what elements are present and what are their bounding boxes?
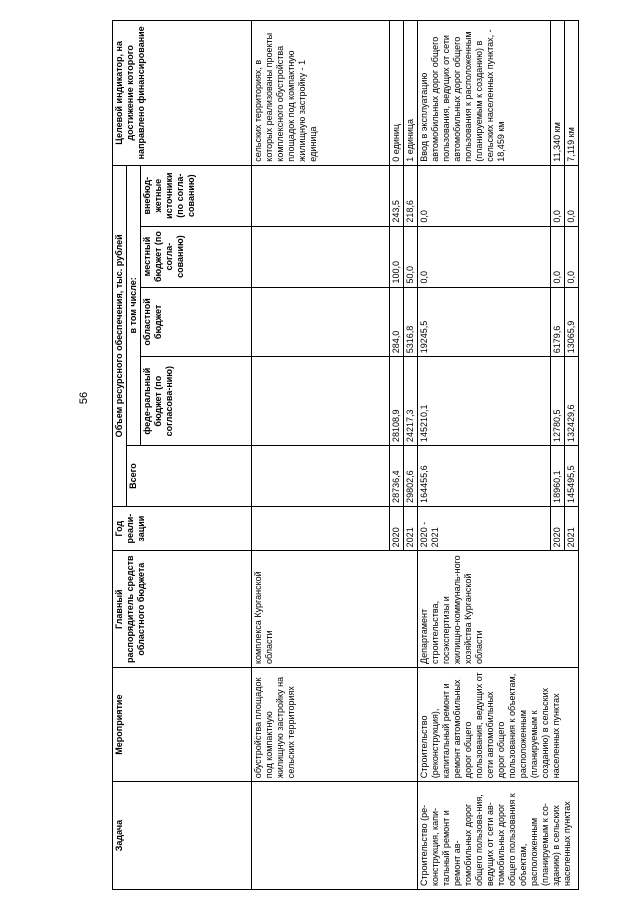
header-federalny: феде-ральный бюджет (по согласова-нию) — [141, 357, 252, 446]
cell-god: 2020 — [551, 506, 565, 550]
cell-mest: 0,0 — [551, 226, 565, 287]
cell-mest: 0,0 — [565, 226, 579, 287]
header-vnebyudzhet: внебюд-жетные источники (по согла-сованию) — [141, 165, 252, 226]
header-meropriyatie: Мероприятие — [113, 668, 252, 782]
cell-fed: 24217,3 — [404, 357, 418, 446]
cell-god: 2021 — [565, 506, 579, 550]
cell-mest: 50,0 — [404, 226, 418, 287]
cell-meropriyatie: Строительство (реконструкция), капитальный ремонт и ремонт автомобильных дорог общего пользования, ведущих от сети автомобильных дорог общего пользования к объектам, расположенным (планируемым к созданию) в сельских населенных пунктах — [418, 668, 579, 782]
cell-obl: 5316,8 — [404, 287, 418, 357]
cell-fed: 145210,1 — [418, 357, 551, 446]
cell-god: 2021 — [404, 506, 418, 550]
cell-vneb: 0,0 — [565, 165, 579, 226]
cell-ind: 0 единиц — [390, 21, 404, 166]
cell-vneb: 0,0 — [551, 165, 565, 226]
header-obem: Объем ресурсного обеспечения, тыс. рублей — [113, 165, 127, 506]
table-row — [252, 21, 390, 890]
rotated-page — [112, 20, 640, 890]
cell-fed: 132429,6 — [565, 357, 579, 446]
cell-obl: 13065,9 — [565, 287, 579, 357]
cell-ind: 7,119 км — [565, 21, 579, 166]
cell-zadacha: Строительство (ре-конструкция, капи-тальный ремонт и ремонт ав-томобильных дорог общего пользова-ния, ведущих от сети ав-томобильных дорог общего пользования к объектам, расположенным (планируемым к со-зданию) в сельских населенных пунктах — [418, 782, 579, 890]
cell-obl: 19245,5 — [418, 287, 551, 357]
cell-mest: 100,0 — [390, 226, 404, 287]
header-indikator: Целевой индикатор, на достижение которого направлено финансирование — [113, 21, 252, 166]
header-vsego: Всего — [127, 446, 252, 507]
cell-vsego: 164455,6 — [418, 446, 551, 507]
cell-ind: 1 единица — [404, 21, 418, 166]
table-row — [418, 21, 551, 890]
page-number: 56 — [78, 391, 91, 405]
cell-vsego: 28736,4 — [390, 446, 404, 507]
header-god: Год реали-зации — [113, 506, 252, 550]
cell-mest: 0,0 — [418, 226, 551, 287]
cell-indikator: сельских территориях, в которых реализованы проекты комплексного обустройства площадок под компактную жилищную застройку - 1 единица — [252, 21, 390, 166]
cell-vneb: 218,6 — [404, 165, 418, 226]
cell-obl: 284,0 — [390, 287, 404, 357]
resource-table — [112, 20, 579, 890]
cell-vsego: 18960,1 — [551, 446, 565, 507]
header-row-1 — [113, 21, 127, 890]
cell-fed: 28108,9 — [390, 357, 404, 446]
cell-indikator: Ввод в эксплуатацию автомобильных дорог общего пользования, ведущих от сети автомобильных дорог общего пользования к расположенным (планируемым к созданию) в сельских населенных пунктах, - 18,459 км — [418, 21, 551, 166]
cell-vsego: 29802,6 — [404, 446, 418, 507]
cell-god: 2020 - 2021 — [418, 506, 551, 550]
cell-god: 2020 — [390, 506, 404, 550]
cell-vneb: 243,5 — [390, 165, 404, 226]
cell-rasporyaditel: Департамент строительства, госэкспертизы и жилищно-коммуналь-ного хозяйства Курганской области — [418, 551, 579, 668]
cell-ind: 11,340 км — [551, 21, 565, 166]
header-mestny: местный бюджет (по согла-сованию) — [141, 226, 252, 287]
cell-fed: 12780,5 — [551, 357, 565, 446]
header-oblastnoy: областной бюджет — [141, 287, 252, 357]
cell-rasporyaditel: комплекса Курганской области — [252, 551, 418, 668]
header-zadacha: Задача — [113, 782, 252, 890]
cell-zadacha — [252, 782, 418, 890]
header-rasporyaditel: Главный распорядитель средств областного бюджета — [113, 551, 252, 668]
header-v-tom-chisle: в том числе: — [127, 165, 141, 445]
cell-vneb: 0,0 — [418, 165, 551, 226]
cell-vsego: 145495,5 — [565, 446, 579, 507]
cell-meropriyatie: обустройства площадок под компактную жилищную застройку на сельских территориях — [252, 668, 418, 782]
cell-obl: 6179,6 — [551, 287, 565, 357]
